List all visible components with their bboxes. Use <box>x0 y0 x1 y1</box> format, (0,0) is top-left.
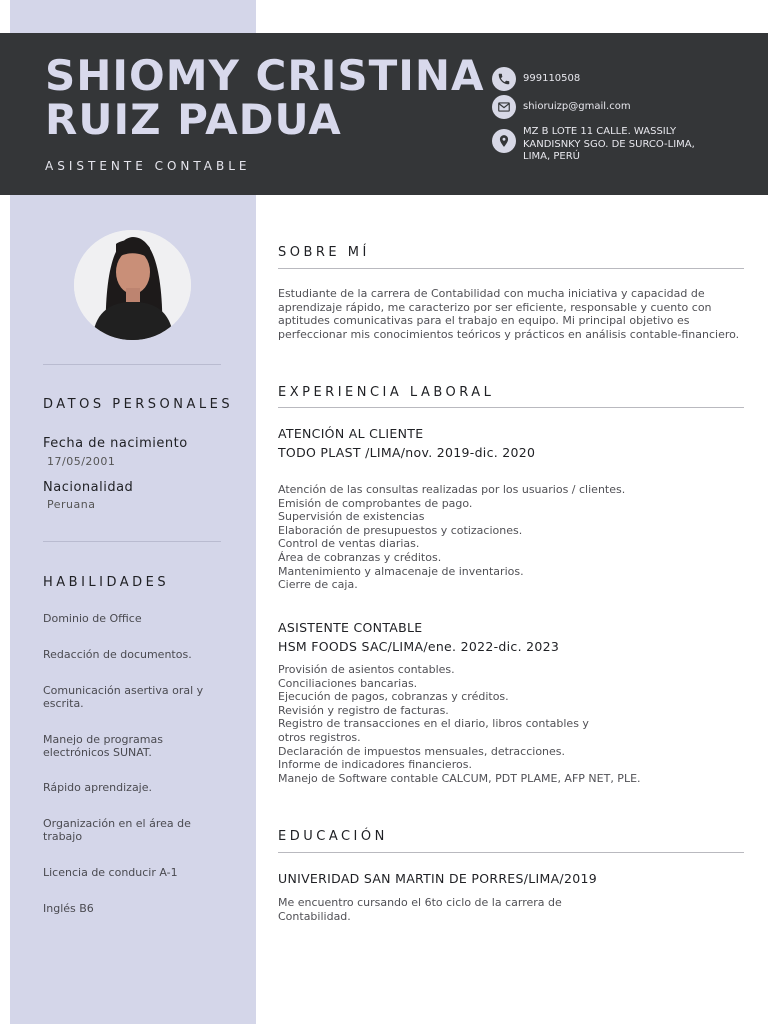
job-task: Emisión de comprobantes de pago. <box>278 496 473 510</box>
job-task-list <box>278 663 744 785</box>
profile-photo <box>74 230 191 340</box>
job-role: ATENCIÓN AL CLIENTE <box>278 426 424 441</box>
sidebar-divider <box>43 364 221 365</box>
job-title: ASISTENTE CONTABLE <box>45 159 251 173</box>
address-line-3: LIMA, PERÚ <box>523 151 580 162</box>
skill-item: Comunicación asertiva oral y escrita. <box>43 684 204 710</box>
full-name <box>45 51 485 144</box>
phone-number: 999110508 <box>523 73 581 84</box>
education-heading: EDUCACIÓN <box>278 829 388 844</box>
job-company: TODO PLAST /LIMA/nov. 2019-dic. 2020 <box>278 445 536 460</box>
skill-item: Licencia de conducir A-1 <box>43 866 178 879</box>
contact-email <box>492 95 732 119</box>
envelope-icon <box>492 95 516 119</box>
phone-icon <box>492 67 516 91</box>
job-task: Supervisión de existencias <box>278 510 425 524</box>
about-line: perfeccionar mis conocimientos teóricos y prácticos en análisis contable-financiero. <box>278 327 740 341</box>
about-text <box>278 287 744 341</box>
about-line: aprendizaje rápido, me caracterizo por ser eficiente, responsable y cuento con <box>278 300 712 314</box>
name-line-2: RUIZ PADUA <box>45 95 342 144</box>
job-task: Conciliaciones bancarias. <box>278 676 418 690</box>
email-address: shioruizp@gmail.com <box>523 101 631 112</box>
job-task: Control de ventas diarias. <box>278 537 420 551</box>
section-divider <box>278 268 744 269</box>
nationality-value: Peruana <box>47 498 96 511</box>
skill-item: Rápido aprendizaje. <box>43 781 153 794</box>
address-line-2: KANDISNKY SGO. DE SURCO-LIMA, <box>523 138 695 150</box>
job-task: Informe de indicadores financieros. <box>278 758 472 772</box>
school-name: UNIVERIDAD SAN MARTIN DE PORRES/LIMA/2019 <box>278 871 597 886</box>
education-line: Contabilidad. <box>278 909 351 923</box>
sidebar-divider <box>43 541 221 542</box>
job-task: Registro de transacciones en el diario, libros contables y <box>278 717 589 731</box>
education-line: Me encuentro cursando el 6to ciclo de la carrera de <box>278 896 562 909</box>
section-divider <box>278 407 744 408</box>
job-role: ASISTENTE CONTABLE <box>278 620 423 635</box>
skills-heading: HABILIDADES <box>43 575 170 590</box>
skill-item: Dominio de Office <box>43 612 142 625</box>
about-line: Estudiante de la carrera de Contabilidad con mucha iniciativa y capacidad de <box>278 287 705 300</box>
education-text <box>278 896 744 923</box>
nationality-label: Nacionalidad <box>43 480 134 495</box>
job-task: Revisión y registro de facturas. <box>278 703 449 717</box>
about-heading: SOBRE MÍ <box>278 245 370 260</box>
job-task: Mantenimiento y almacenaje de inventarios. <box>278 564 524 578</box>
personal-data-heading: DATOS PERSONALES <box>43 397 234 412</box>
skill-item: Redacción de documentos. <box>43 648 192 661</box>
job-task: Área de cobranzas y créditos. <box>278 550 442 564</box>
map-pin-icon <box>492 129 516 153</box>
contact-phone <box>492 67 732 91</box>
job-task: Elaboración de presupuestos y cotizaciones. <box>278 523 523 537</box>
name-line-1: SHIOMY CRISTINA <box>45 51 485 100</box>
header-band <box>0 33 768 195</box>
contact-address <box>492 126 732 164</box>
job-task: otros registros. <box>278 730 361 744</box>
skill-item: Manejo de programas electrónicos SUNAT. <box>43 733 163 759</box>
address-line-1: MZ B LOTE 11 CALLE. WASSILY <box>523 126 677 137</box>
job-task: Ejecución de pagos, cobranzas y créditos. <box>278 690 509 704</box>
about-line: aptitudes comunicativas para el trabajo en equipo. Mi principal objetivo es <box>278 314 690 327</box>
experience-heading: EXPERIENCIA LABORAL <box>278 385 495 400</box>
job-task: Provisión de asientos contables. <box>278 663 455 676</box>
skill-item: Inglés B6 <box>43 902 94 915</box>
skill-item: Organización en el área de trabajo <box>43 817 191 843</box>
job-company: HSM FOODS SAC/LIMA/ene. 2022-dic. 2023 <box>278 639 560 654</box>
job-task-list <box>278 483 744 592</box>
job-task: Atención de las consultas realizadas por los usuarios / clientes. <box>278 483 626 496</box>
job-task: Manejo de Software contable CALCUM, PDT PLAME, AFP NET, PLE. <box>278 771 641 785</box>
job-task: Cierre de caja. <box>278 578 358 592</box>
birthdate-value: 17/05/2001 <box>47 455 116 468</box>
section-divider <box>278 852 744 853</box>
job-task: Declaración de impuestos mensuales, detracciones. <box>278 744 566 758</box>
birthdate-label: Fecha de nacimiento <box>43 436 188 451</box>
address <box>523 126 695 164</box>
